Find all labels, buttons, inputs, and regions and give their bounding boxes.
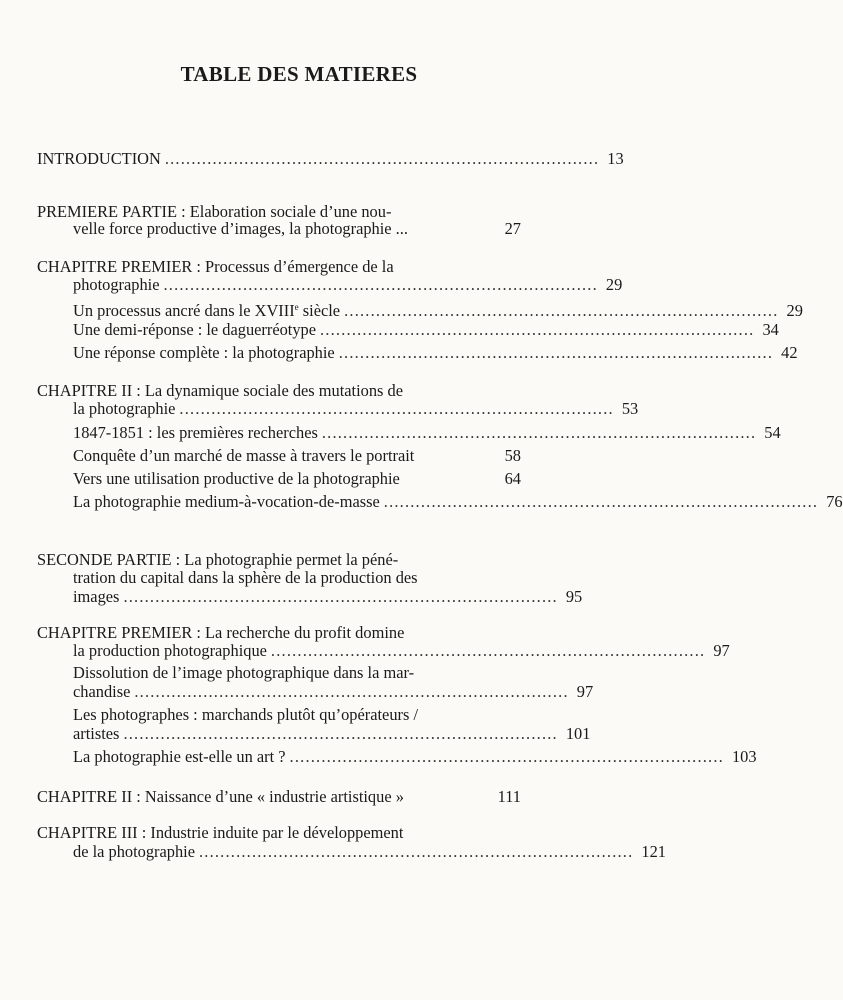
toc-page-number: 53 bbox=[621, 399, 639, 418]
dot-leader: .................................................................................. bbox=[179, 399, 614, 418]
toc-entry-section bbox=[73, 491, 843, 513]
toc-entry-text: Dissolution de l’image photographique dans la mar- bbox=[73, 663, 415, 682]
toc-entry-text: Une demi-réponse : le daguerréotype bbox=[73, 320, 317, 339]
toc-entry-text: velle force productive d’images, la photographie ... bbox=[73, 219, 408, 238]
page-title: TABLE DES MATIERES bbox=[180, 62, 418, 86]
toc-entry-text: 1847-1851 : les premières recherches bbox=[73, 423, 318, 442]
toc-entry-section-cont bbox=[73, 681, 594, 703]
toc-entry-section bbox=[73, 468, 400, 490]
toc-entry-text: La photographie est-elle un art ? bbox=[73, 747, 286, 766]
toc-entry-text: Les photographes : marchands plutôt qu’opérateurs / bbox=[73, 705, 419, 724]
toc-entry-text: CHAPITRE PREMIER : Processus d’émergence de la bbox=[37, 257, 394, 276]
dot-leader: .................................................................................. bbox=[134, 682, 569, 701]
toc-entry-text: photographie bbox=[73, 275, 160, 294]
dot-leader: .................................................................................. bbox=[270, 641, 706, 660]
toc-entry-text: CHAPITRE II : Naissance d’une « industrie artistique » bbox=[37, 787, 404, 806]
toc-page-number: 58 bbox=[504, 446, 521, 465]
toc-entry-text: Un processus ancré dans le XVIIIe siècle bbox=[73, 301, 341, 320]
toc-entry-text: CHAPITRE II : La dynamique sociale des mutations de bbox=[37, 381, 403, 400]
toc-entry-text: La photographie medium-à-vocation-de-masse bbox=[73, 492, 380, 511]
toc-page-number: 95 bbox=[565, 587, 583, 606]
toc-entry-text: images bbox=[73, 587, 120, 606]
toc-page-number: 97 bbox=[576, 682, 594, 701]
toc-entry-text: Conquête d’un marché de masse à travers le portrait bbox=[73, 446, 415, 465]
dot-leader: .................................................................................. bbox=[383, 492, 819, 511]
toc-entry-section bbox=[73, 319, 779, 341]
toc-entry-seconde-partie-cont2 bbox=[73, 586, 583, 608]
toc-entry-text: CHAPITRE III : Industrie induite par le développement bbox=[37, 823, 404, 842]
toc-entry-premiere-partie-cont bbox=[73, 218, 408, 240]
toc-entry-text: la production photographique bbox=[73, 641, 267, 660]
dot-leader: .................................................................................. bbox=[320, 320, 755, 339]
toc-entry-section bbox=[73, 445, 414, 467]
toc-page-number: 29 bbox=[786, 301, 803, 320]
toc-entry-text: CHAPITRE PREMIER : La recherche du profit domine bbox=[37, 623, 405, 642]
toc-entry-text: PREMIERE PARTIE : Elaboration sociale d’une nou- bbox=[37, 202, 392, 221]
toc-entry-chapitre-premier-1-cont bbox=[73, 274, 623, 296]
toc-page-number: 76 bbox=[826, 492, 843, 511]
toc-page-number: 54 bbox=[764, 423, 781, 442]
toc-page-number: 27 bbox=[504, 219, 521, 238]
toc-entry-chapitre-ii-1-cont bbox=[73, 398, 639, 420]
toc-entry-text: Vers une utilisation productive de la photographie bbox=[73, 469, 400, 488]
toc-entry-text: tration du capital dans la sphère de la production des bbox=[73, 568, 418, 587]
toc-entry-section bbox=[73, 422, 781, 444]
toc-page-number: 29 bbox=[605, 275, 623, 294]
dot-leader: .................................................................................. bbox=[338, 343, 774, 362]
toc-page-number: 13 bbox=[607, 149, 624, 168]
toc-entry-text: chandise bbox=[73, 682, 131, 701]
toc-entry-section bbox=[73, 296, 803, 320]
toc-page-number: 34 bbox=[762, 320, 779, 339]
toc-page-number: 64 bbox=[504, 469, 521, 488]
toc-entry-text: SECONDE PARTIE : La photographie permet la péné- bbox=[37, 550, 399, 569]
toc-page-number: 121 bbox=[641, 842, 666, 861]
toc-entry-chapitre-ii-2 bbox=[37, 786, 404, 808]
dot-leader: .................................................................................. bbox=[123, 587, 558, 606]
dot-leader: .................................................................................. bbox=[123, 724, 558, 743]
dot-leader: .................................................................................. bbox=[289, 747, 724, 766]
dot-leader: .................................................................................. bbox=[164, 149, 600, 168]
dot-leader: .................................................................................. bbox=[321, 423, 757, 442]
toc-entry-text: artistes bbox=[73, 724, 120, 743]
toc-page-number: 101 bbox=[565, 724, 591, 743]
toc-entry-text: de la photographie bbox=[73, 842, 195, 861]
toc-entry-text: la photographie bbox=[73, 399, 176, 418]
toc-entry-chapitre-premier-2-cont bbox=[73, 640, 730, 662]
toc-entry-text: Une réponse complète : la photographie bbox=[73, 343, 335, 362]
dot-leader: .................................................................................. bbox=[198, 842, 634, 861]
dot-leader: .................................................................................. bbox=[344, 301, 779, 320]
dot-leader: .................................................................................. bbox=[163, 275, 598, 294]
toc-entry-introduction bbox=[37, 148, 624, 170]
toc-entry-section bbox=[73, 746, 757, 768]
toc-entry-chapitre-iii-cont bbox=[73, 841, 666, 863]
toc-page-number: 103 bbox=[731, 747, 757, 766]
toc-entry-section-cont bbox=[73, 723, 591, 745]
toc-entry-text: INTRODUCTION bbox=[37, 149, 161, 168]
toc-page-number: 42 bbox=[781, 343, 798, 362]
toc-page-number: 111 bbox=[497, 787, 521, 806]
toc-entry-section bbox=[73, 342, 798, 364]
toc-page-number: 97 bbox=[713, 641, 730, 660]
